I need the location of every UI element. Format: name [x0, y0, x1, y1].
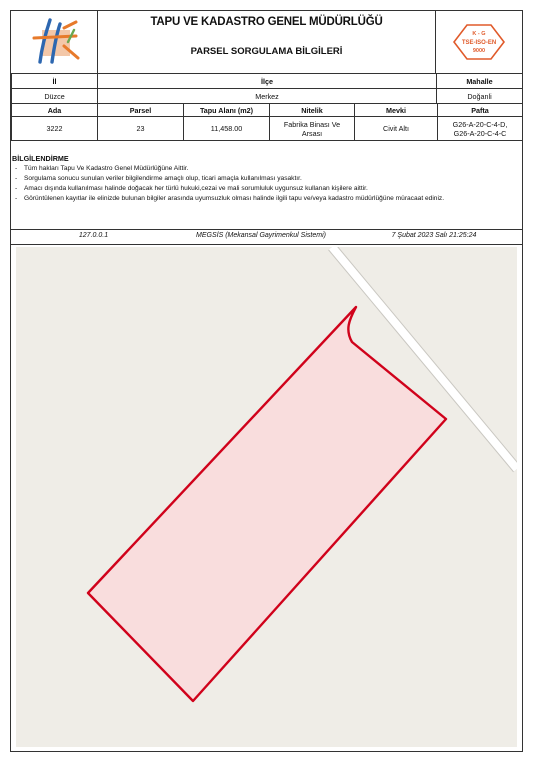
nitelik-line-1: Fabrika Binası Ve — [283, 119, 341, 129]
ilce-label: İlçe — [98, 74, 437, 89]
parcel-table — [11, 103, 523, 141]
mahalle-value: Doğanli — [437, 89, 523, 104]
document-header — [11, 11, 522, 74]
il-value: Düzce — [12, 89, 98, 104]
tse-cell — [435, 11, 522, 73]
info-item: - Sorgulama sonucu sunulan veriler bilgilendirme amaçlı olup, ticari amaçla kullanılması yasaktır. — [15, 175, 515, 183]
parsel-label: Parsel — [98, 104, 184, 117]
info-section — [11, 153, 522, 230]
nitelik-value — [270, 117, 355, 141]
tse-certificate-icon — [453, 24, 505, 60]
pafta-label: Pafta — [438, 104, 523, 117]
ada-label: Ada — [12, 104, 98, 117]
nitelik-line-2: Arsası — [301, 128, 323, 138]
info-item: - Amacı dışında kullanılması halinde doğacak her türlü hukuki,cezai ve mali sorumluluk uygunsuz kullanan kişilere aittir. — [15, 185, 515, 193]
location-value-row — [12, 89, 523, 104]
ada-value: 3222 — [12, 117, 98, 141]
tkgm-logo-icon — [24, 16, 84, 68]
pafta-line-1: G26-A-20-C-4-D, — [452, 119, 508, 129]
nitelik-label: Nitelik — [270, 104, 355, 117]
pafta-line-2: G26-A-20-C-4-C — [453, 128, 507, 138]
mahalle-label: Mahalle — [437, 74, 523, 89]
pafta-value — [438, 117, 523, 141]
document-title: TAPU VE KADASTRO GENEL MÜDÜRLÜĞÜ — [150, 16, 383, 28]
parcel-map-canvas — [16, 247, 517, 747]
parcel-value-row — [12, 117, 523, 141]
info-title: BİLGİLENDİRME — [12, 154, 69, 163]
mevki-label: Mevki — [355, 104, 438, 117]
location-table — [11, 73, 523, 104]
ilce-value: Merkez — [98, 89, 437, 104]
footer-system: MEGSİS (Mekansal Gayrimenkul Sistemi) — [196, 232, 326, 239]
document-subtitle: PARSEL SORGULAMA BİLGİLERİ — [190, 46, 343, 57]
alan-label: Tapu Alanı (m2) — [184, 104, 270, 117]
info-list — [15, 165, 515, 205]
svg-text:TSE-ISO-EN: TSE-ISO-EN — [461, 40, 497, 46]
info-item: - Tüm hakları Tapu Ve Kadastro Genel Müdürlüğüne Aittir. — [15, 165, 515, 173]
info-item: - Görüntülenen kayıtlar ile elinizde bulunan bilgiler arasında uyumsuzluk olması halinde ilgili tapu ve/veya kadastro müdürlüğüne müracaat ediniz. — [15, 195, 515, 203]
svg-text:9000: 9000 — [472, 48, 486, 54]
svg-text:K - G: K - G — [472, 31, 486, 37]
document-frame — [10, 10, 523, 752]
parcel-map[interactable] — [16, 247, 517, 747]
mevki-value: Civit Altı — [355, 117, 438, 141]
alan-value: 11,458.00 — [184, 117, 270, 141]
footer-bar — [11, 229, 522, 245]
parsel-value: 23 — [98, 117, 184, 141]
il-label: İl — [12, 74, 98, 89]
location-header-row — [12, 74, 523, 89]
footer-ip: 127.0.0.1 — [78, 232, 109, 239]
footer-datetime: 7 Şubat 2023 Salı 21:25:24 — [391, 232, 477, 239]
logo-cell — [11, 11, 98, 73]
parcel-header-row — [12, 104, 523, 117]
